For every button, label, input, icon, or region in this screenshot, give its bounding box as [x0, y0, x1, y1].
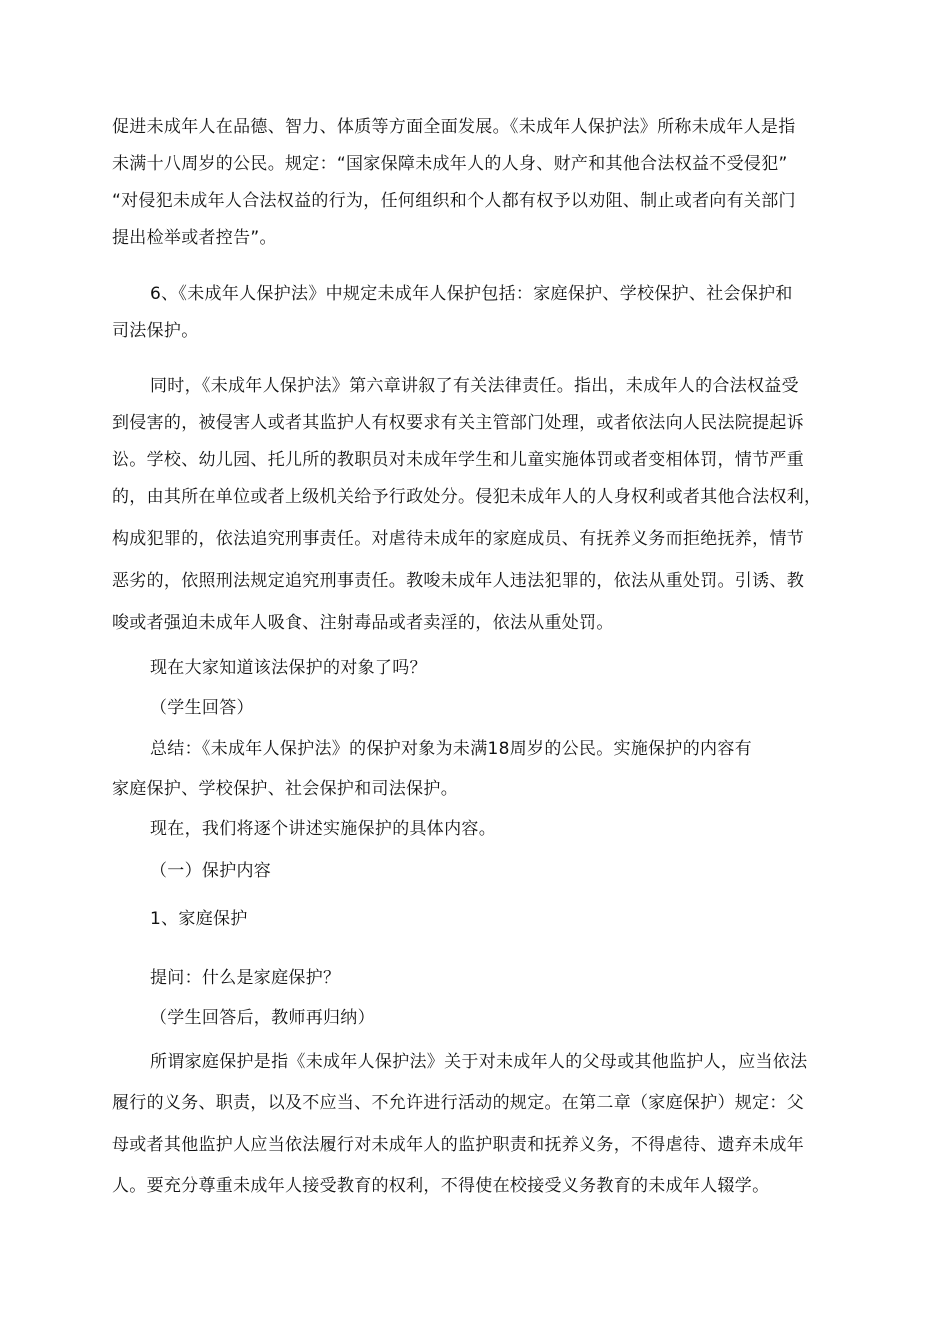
- summary-line: 总结：《未成年人保护法》的保护对象为未满18周岁的公民。实施保护的内容有: [150, 739, 752, 759]
- summary-line: 家庭保护、学校保护、社会保护和司法保护。: [112, 779, 458, 799]
- paragraph-line: 履行的义务、职责，以及不应当、不允许进行活动的规定。在第二章（家庭保护）规定：父: [112, 1093, 804, 1113]
- question-text: 现在大家知道该法保护的对象了吗？: [150, 658, 427, 678]
- paragraph-line: 唆或者强迫未成年人吸食、注射毒品或者卖淫的，依法从重处罚。: [112, 613, 614, 633]
- paragraph-line: 提出检举或者控告”。: [112, 228, 277, 248]
- paragraph-line: 的，由其所在单位或者上级机关给予行政处分。侵犯未成年人的人身权利或者其他合法权利，: [112, 487, 822, 507]
- student-answer-note: （学生回答后，教师再归纳）: [150, 1008, 375, 1028]
- paragraph-line: 同时，《未成年人保护法》第六章讲叙了有关法律责任。指出，未成年人的合法权益受: [150, 376, 799, 396]
- paragraph-line: 未满十八周岁的公民。规定：“国家保障未成年人的人身、财产和其他合法权益不受侵犯”: [112, 154, 788, 174]
- student-answer-note: （学生回答）: [150, 698, 254, 718]
- paragraph-line: “对侵犯未成年人合法权益的行为，任何组织和个人都有权予以劝阻、制止或者向有关部门: [112, 191, 796, 211]
- section-heading: （一）保护内容: [150, 861, 272, 881]
- paragraph-line: 促进未成年人在品德、智力、体质等方面全面发展。《未成年人保护法》所称未成年人是指: [112, 117, 796, 137]
- paragraph-line: 司法保护。: [112, 321, 199, 341]
- paragraph-line: 讼。学校、幼儿园、托儿所的教职员对未成年学生和儿童实施体罚或者变相体罚，情节严重: [112, 450, 804, 470]
- paragraph-line: 人。要充分尊重未成年人接受教育的权利，不得使在校接受义务教育的未成年人辍学。: [112, 1176, 770, 1196]
- paragraph-line: 到侵害的，被侵害人或者其监护人有权要求有关主管部门处理，或者依法向人民法院提起诉: [112, 413, 804, 433]
- paragraph-line: 所谓家庭保护是指《未成年人保护法》关于对未成年人的父母或其他监护人，应当依法: [150, 1052, 808, 1072]
- paragraph-line: 恶劣的，依照刑法规定追究刑事责任。教唆未成年人违法犯罪的，依法从重处罚。引诱、教: [112, 571, 804, 591]
- paragraph-line: 构成犯罪的，依法追究刑事责任。对虐待未成年的家庭成员、有抚养义务而拒绝抚养，情节: [112, 529, 804, 549]
- transition-text: 现在，我们将逐个讲述实施保护的具体内容。: [150, 819, 496, 839]
- subsection-heading: 1、家庭保护: [150, 909, 248, 929]
- paragraph-line: 母或者其他监护人应当依法履行对未成年人的监护职责和抚养义务，不得虐待、遗弃未成年: [112, 1135, 804, 1155]
- paragraph-line: 6、《未成年人保护法》中规定未成年人保护包括：家庭保护、学校保护、社会保护和: [150, 284, 793, 304]
- question-text: 提问：什么是家庭保护？: [150, 968, 341, 988]
